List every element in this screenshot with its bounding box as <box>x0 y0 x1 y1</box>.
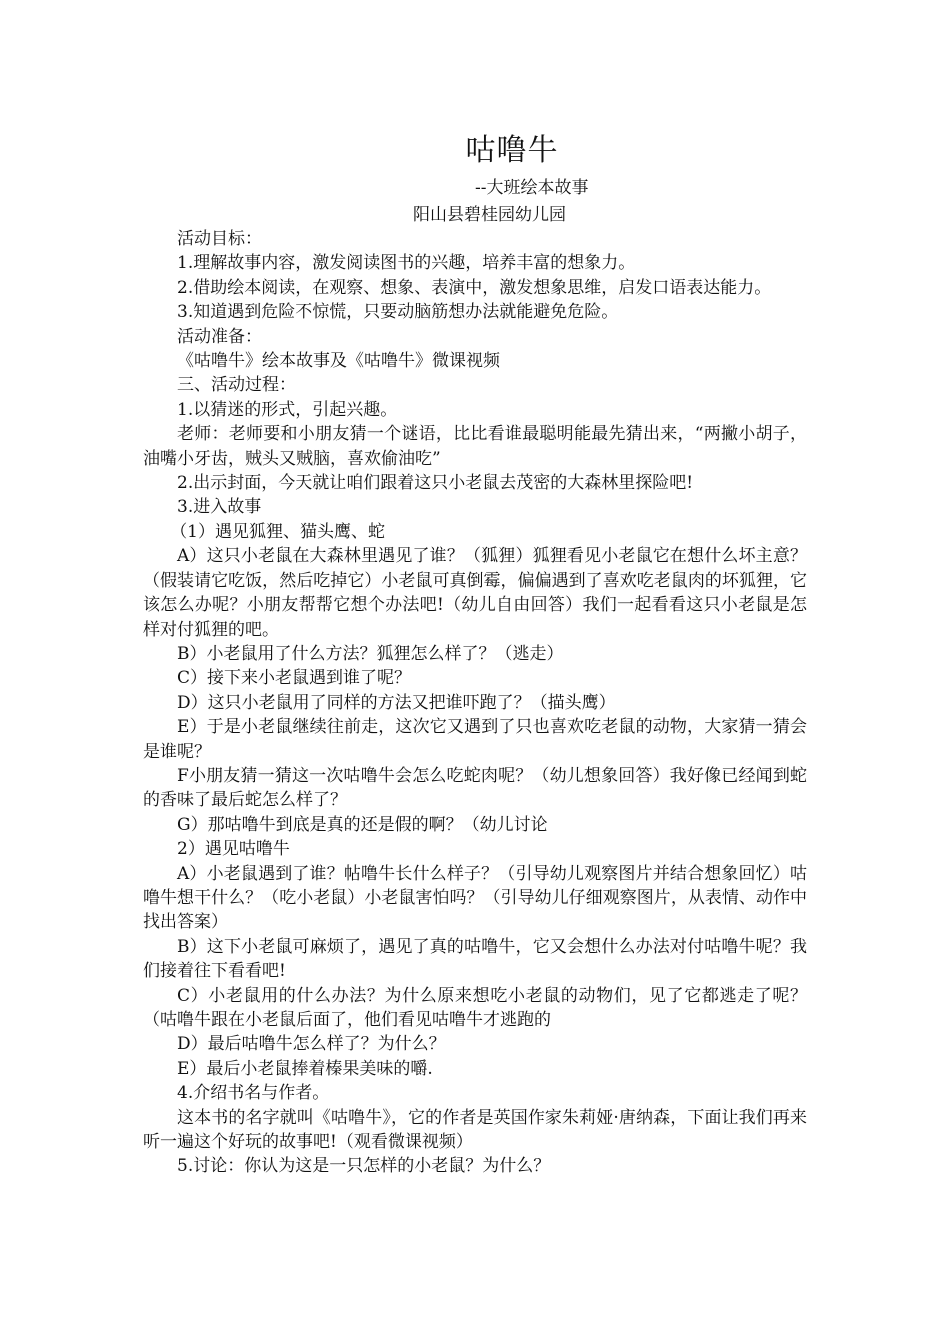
paragraph: 1.以猜迷的形式，引起兴趣。 <box>177 399 398 420</box>
school-name: 阳山县碧桂园幼儿园 <box>413 205 566 225</box>
paragraph: 这本书的名字就叫《咕噜牛》，它的作者是英国作家朱莉娅·唐纳森，下面让我们再来听一遍这个好玩的故事吧!（观看微课视频） <box>143 1107 807 1153</box>
paragraph: B）小老鼠用了什么方法？狐狸怎么样了？（逃走） <box>177 643 564 664</box>
paragraph: G）那咕噜牛到底是真的还是假的啊？（幼儿讨论 <box>177 814 548 835</box>
paragraph: 2.借助绘本阅读，在观察、想象、表演中，激发想象思维，启发口语表达能力。 <box>177 277 772 298</box>
paragraph: 三、活动过程： <box>177 375 296 396</box>
paragraph: 《咕噜牛》绘本故事及《咕噜牛》微课视频 <box>177 351 500 372</box>
document-body <box>143 227 807 1179</box>
paragraph: 4.介绍书名与作者。 <box>177 1083 330 1104</box>
paragraph: 1.理解故事内容，激发阅读图书的兴趣，培养丰富的想象力。 <box>177 253 636 274</box>
paragraph: E）最后小老鼠捧着榛果美味的嚼. <box>177 1058 433 1079</box>
paragraph: 2.出示封面，今天就让咱们跟着这只小老鼠去茂密的大森林里探险吧! <box>177 473 694 494</box>
paragraph: 3.知道遇到危险不惊慌，只要动脑筋想办法就能避免危险。 <box>177 302 619 323</box>
paragraph: 老师：老师要和小朋友猜一个谜语，比比看谁最聪明能最先猜出来，“两撇小胡子，油嘴小牙齿，贼头又贼脑，喜欢偷油吃” <box>143 424 807 469</box>
paragraph: C）接下来小老鼠遇到谁了呢？ <box>177 668 412 689</box>
paragraph: 3.进入故事 <box>177 497 262 518</box>
paragraph: A）小老鼠遇到了谁？帖噜牛长什么样子？（引导幼儿观察图片并结合想象回忆）咕噜牛想干什么？（吃小老鼠）小老鼠害怕吗？（引导幼儿仔细观察图片，从表情、动作中找出答案） <box>143 863 807 933</box>
paragraph: A）这只小老鼠在大森林里遇见了谁？（狐狸）狐狸看见小老鼠它在想什么坏主意？（假装请它吃饭，然后吃掉它）小老鼠可真倒霉，偏偏遇到了喜欢吃老鼠肉的坏狐狸，它该怎么办呢？小朋友帮帮它想个办法吧!（幼儿自由回答）我们一起看看这只小老鼠是怎样对付狐狸的吧。 <box>143 546 807 640</box>
paragraph: C）小老鼠用的什么办法？为什么原来想吃小老鼠的动物们，见了它都逃走了呢？（咕噜牛跟在小老鼠后面了，他们看见咕噜牛才逃跑的 <box>143 985 807 1030</box>
paragraph: 活动准备： <box>177 326 262 347</box>
document-title: 咕噜牛 <box>465 133 559 168</box>
paragraph: D）最后咕噜牛怎么样了？为什么？ <box>177 1034 446 1055</box>
paragraph: D）这只小老鼠用了同样的方法又把谁吓跑了？（描头鹰） <box>177 692 616 713</box>
document-subtitle: --大班绘本故事 <box>475 178 589 198</box>
paragraph: B）这下小老鼠可麻烦了，遇见了真的咕噜牛，它又会想什么办法对付咕噜牛呢？我们接着往下看看吧! <box>143 936 807 982</box>
paragraph: 2）遇见咕噜牛 <box>177 839 290 860</box>
paragraph: 5.讨论：你认为这是一只怎样的小老鼠？为什么？ <box>177 1156 551 1177</box>
paragraph: （1）遇见狐狸、猫头鹰、蛇 <box>170 521 386 542</box>
paragraph: E）于是小老鼠继续往前走，这次它又遇到了只也喜欢吃老鼠的动物，大家猜一猜会是谁呢？ <box>143 717 807 762</box>
paragraph: 活动目标： <box>177 229 262 249</box>
paragraph: F小朋友猜一猜这一次咕噜牛会怎么吃蛇肉呢？（幼儿想象回答）我好像已经闻到蛇的香味了最后蛇怎么样了？ <box>143 765 807 811</box>
